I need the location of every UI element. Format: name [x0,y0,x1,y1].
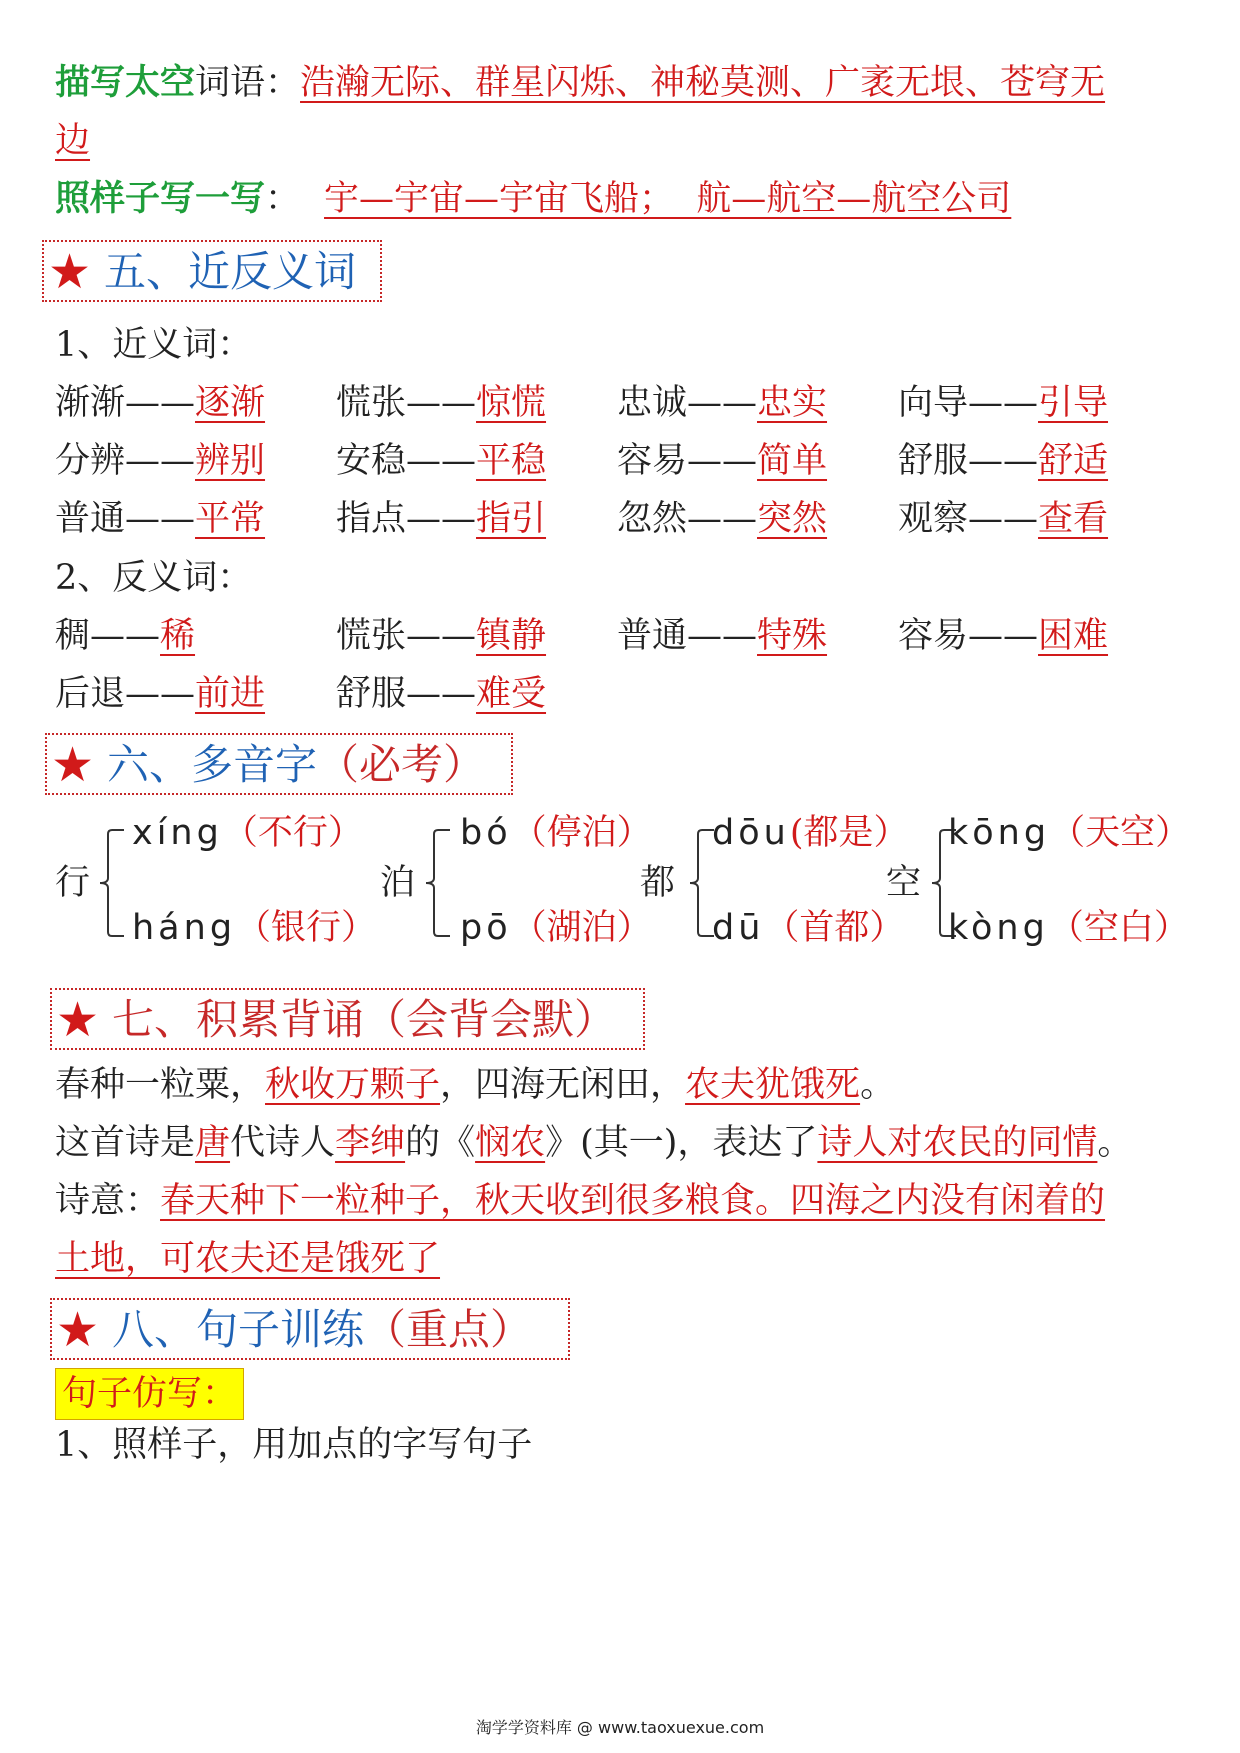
dash-separator: —— [406,441,477,481]
section-6-title: 六、多音字 [107,740,318,789]
dash-separator: —— [687,499,758,539]
poem-answer: 农夫犹饿死 [685,1065,861,1105]
synonyms-word: 舒服 [898,441,969,481]
antonyms-pair [55,611,195,661]
poem-meaning-cont: 土地，可农夫还是饿死了 [55,1239,441,1279]
dash-separator: —— [90,616,161,656]
pinyin-reading-top [948,808,1190,858]
synonyms-pair [336,436,546,486]
pinyin-example-word: （湖泊） [511,908,652,948]
synonyms-answer: 突然 [757,499,828,539]
dash-separator: —— [125,499,196,539]
dash-separator: —— [406,616,477,656]
synonyms-pair [617,436,827,486]
antonyms-answer: 镇静 [476,616,547,656]
synonyms-answer: 查看 [1038,499,1109,539]
dash-separator: —— [125,674,196,714]
poem-meaning-line [55,1176,1105,1226]
synonyms-pair [898,436,1108,486]
pinyin-example-word: （停泊） [511,813,652,853]
star-icon: ★ [51,737,95,793]
pinyin-reading-top [712,808,908,858]
pinyin-reading-bot [132,903,376,953]
poem-info-text: 。 [1097,1123,1133,1163]
synonyms-pair [617,378,827,428]
synonyms-answer: 简单 [757,441,828,481]
dash-separator: —— [125,383,196,423]
synonyms-pair [336,378,546,428]
poem-info-text: 的《 [405,1123,476,1163]
antonyms-word: 舒服 [336,674,407,714]
poem-info-text: 》(其一)，表达了 [545,1123,818,1163]
star-icon: ★ [56,992,100,1048]
pinyin-example-word: （不行） [222,813,363,853]
synonyms-word: 渐渐 [55,383,126,423]
pinyin: dū [712,908,765,948]
example-colon: ： [265,179,301,219]
describe-space-line [55,58,1105,108]
synonyms-pair [336,494,546,544]
synonyms-pair [55,436,265,486]
polyphonic-char: 空 [886,863,922,903]
pinyin-reading-top [132,808,363,858]
synonyms-pair [55,378,265,428]
pinyin-example-word: （首都） [764,908,905,948]
example-text: 宇—宇宙—宇宙飞船； 航—航空—航空公司 [324,179,1012,219]
poem-info-line [55,1118,1132,1168]
footer-watermark: 淘学学资料库 @ www.taoxuexue.com [475,1718,765,1737]
synonyms-word: 普通 [55,499,126,539]
poem-text: 春种一粒粟， [55,1065,266,1105]
describe-space-words: 浩瀚无际、群星闪烁、神秘莫测、广袤无垠、苍穹无 [300,63,1106,103]
antonyms-answer: 特殊 [757,616,828,656]
synonyms-word: 分辨 [55,441,126,481]
synonyms-word: 安稳 [336,441,407,481]
section-5-heading [42,240,382,302]
synonyms-pair [898,378,1108,428]
dash-separator: —— [968,441,1039,481]
antonyms-word: 后退 [55,674,126,714]
pinyin-example-word: (都是） [789,813,909,853]
pinyin-example-word: （银行） [236,908,377,948]
synonyms-word: 忠诚 [617,383,688,423]
dash-separator: —— [968,383,1039,423]
star-icon: ★ [48,244,92,300]
synonyms-word: 慌张 [336,383,407,423]
example-line [55,174,1011,224]
dash-separator: —— [125,441,196,481]
poem-title: 悯农 [475,1123,546,1163]
synonyms-answer: 辨别 [195,441,266,481]
example-label: 照样子写一写 [55,178,266,219]
star-icon: ★ [56,1302,100,1358]
synonyms-answer: 指引 [476,499,547,539]
synonyms-label: 1、近义词： [55,325,253,365]
section-8-title: 八、句子训练 [112,1305,365,1354]
dash-separator: —— [968,616,1039,656]
antonyms-answer: 困难 [1038,616,1109,656]
antonyms-word: 普通 [617,616,688,656]
poem-answer: 秋收万颗子 [265,1065,441,1105]
poem-meaning-label: 诗意： [55,1181,161,1221]
antonyms-pair [55,669,265,719]
pinyin-reading-bot [460,903,652,953]
synonyms-word: 容易 [617,441,688,481]
synonyms-answer: 惊慌 [476,383,547,423]
antonyms-pair [336,611,546,661]
dash-separator: —— [687,441,758,481]
poem-author: 李绅 [335,1123,406,1163]
poem-text: ，四海无闲田， [440,1065,686,1105]
describe-space-label: 描写太空 [55,62,196,103]
section-6-note: （必考） [317,740,486,789]
synonyms-answer: 舒适 [1038,441,1109,481]
describe-space-words-cont: 边 [55,121,91,161]
section-8-note: （重点） [364,1305,533,1354]
pinyin: háng [132,908,237,948]
synonyms-answer: 平常 [195,499,266,539]
dash-separator: —— [406,674,477,714]
poem-line [55,1060,895,1110]
synonyms-word: 指点 [336,499,407,539]
synonyms-answer: 忠实 [757,383,828,423]
synonyms-pair [898,494,1108,544]
dash-separator: —— [968,499,1039,539]
synonyms-answer: 平稳 [476,441,547,481]
pinyin: kòng [948,908,1049,948]
dash-separator: —— [687,383,758,423]
pinyin-reading-top [460,808,652,858]
section-7-title: 七、积累背诵（会背会默） [112,995,617,1044]
antonyms-label: 2、反义词： [55,558,253,598]
pinyin: dōu [712,813,790,853]
dash-separator: —— [406,383,477,423]
poem-dynasty: 唐 [195,1123,231,1163]
pinyin-reading-bot [712,903,904,953]
antonyms-pair [617,611,827,661]
synonyms-word: 观察 [898,499,969,539]
sentence-imitation-label: 句子仿写： [55,1368,244,1420]
pinyin-example-word: （空白） [1048,908,1189,948]
poem-meaning-text: 春天种下一粒种子，秋天收到很多粮食。四海之内没有闲着的 [160,1181,1106,1221]
antonyms-answer: 前进 [195,674,266,714]
sentence-item-1: 1、照样子，用加点的字写句子 [55,1425,533,1465]
synonyms-word: 向导 [898,383,969,423]
pinyin-example-word: （天空） [1050,813,1191,853]
poem-info-text: 代诗人 [230,1123,336,1163]
antonyms-answer: 稀 [160,616,196,656]
pinyin: pō [460,908,512,948]
section-6-heading [45,733,513,795]
poem-feeling: 诗人对农民的同情 [817,1123,1098,1163]
synonyms-pair [617,494,827,544]
section-5-title: 五、近反义词 [104,247,357,296]
polyphonic-char: 都 [640,863,676,903]
synonyms-answer: 引导 [1038,383,1109,423]
brace-icon [98,828,126,938]
antonyms-word: 容易 [898,616,969,656]
antonyms-pair [898,611,1108,661]
polyphonic-char: 泊 [380,863,416,903]
synonyms-answer: 逐渐 [195,383,266,423]
poem-text: 。 [860,1065,896,1105]
pinyin: bó [460,813,512,853]
dash-separator: —— [406,499,477,539]
section-7-heading [50,988,645,1050]
synonyms-pair [55,494,265,544]
section-8-heading [50,1298,570,1360]
describe-space-label-rest: 词语： [195,63,301,103]
polyphonic-char: 行 [55,863,91,903]
poem-info-text: 这首诗是 [55,1123,196,1163]
antonyms-word: 慌张 [336,616,407,656]
synonyms-word: 忽然 [617,499,688,539]
antonyms-word: 稠 [55,616,91,656]
brace-icon [424,828,452,938]
dash-separator: —— [687,616,758,656]
pinyin: xíng [132,813,223,853]
pinyin-reading-bot [948,903,1189,953]
antonyms-answer: 难受 [476,674,547,714]
antonyms-pair [336,669,546,719]
pinyin: kōng [948,813,1051,853]
